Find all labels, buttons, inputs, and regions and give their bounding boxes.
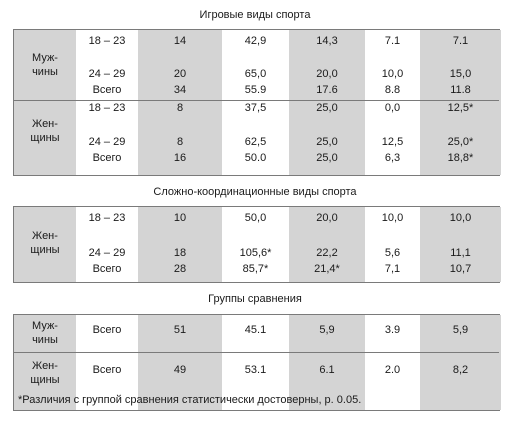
cell-value: 25,0 [316, 136, 338, 148]
cell-value: 10,0 [381, 68, 404, 80]
sex-label-line: Муж- [32, 320, 58, 332]
group-divider [14, 100, 499, 101]
sex-label-line: Жен- [32, 230, 58, 242]
cell-value: 5,9 [319, 324, 335, 336]
sex-label-line: Муж- [32, 52, 58, 64]
cell-age: Всего [92, 84, 122, 96]
table-complex [13, 206, 500, 283]
cell-value: 53.1 [244, 364, 267, 376]
group-label-women [14, 117, 76, 145]
cell-value: 17.6 [316, 84, 338, 96]
cell-value: 5,6 [384, 247, 401, 259]
sex-label-line: чины [32, 334, 58, 346]
group-label-men [14, 51, 76, 79]
cell-value: 6.1 [319, 364, 335, 376]
cell-value: 49 [173, 364, 187, 376]
cell-value: 25,0 [316, 102, 338, 114]
cell-age: Всего [92, 263, 122, 275]
cell-value: 12,5 [381, 136, 404, 148]
cell-value: 20,0 [316, 212, 338, 224]
cell-value: 20,0 [316, 68, 338, 80]
sex-label-line: чины [32, 66, 58, 78]
sex-label-line: щины [30, 374, 60, 386]
cell-value: 14 [173, 35, 187, 47]
cell-value: 14,3 [316, 35, 338, 47]
cell-value: 8 [176, 136, 184, 148]
cell-value: 50.0 [244, 152, 267, 164]
cell-value: 6,3 [384, 152, 401, 164]
cell-value: 18,8* [447, 152, 474, 164]
cell-value: 50,0 [244, 212, 267, 224]
cell-value: 11,1 [450, 247, 471, 259]
sex-label-line: щины [30, 244, 60, 256]
cell-age: 18 – 23 [88, 212, 126, 224]
cell-value: 25,0* [447, 136, 474, 148]
footnote: *Различия с группой сравнения статистически достоверны, p. 0.05. [18, 394, 362, 406]
group-label-women [14, 229, 76, 257]
section-title-complex: Сложно-координационные виды спорта [153, 186, 357, 198]
cell-age: Всего [92, 324, 122, 336]
cell-value: 22,2 [316, 247, 338, 259]
cell-value: 105,6* [239, 247, 272, 259]
cell-age: 24 – 29 [88, 136, 126, 148]
table-comparison [13, 314, 500, 411]
cell-value: 85,7* [242, 263, 269, 275]
table-games [13, 29, 500, 176]
cell-age: 18 – 23 [88, 35, 126, 47]
group-divider [14, 352, 499, 353]
cell-value: 65,0 [244, 68, 267, 80]
sex-label-line: щины [30, 132, 60, 144]
cell-value: 8.8 [384, 84, 401, 96]
cell-value: 12,5* [447, 102, 474, 114]
cell-value: 10,7 [449, 263, 472, 275]
cell-age: 24 – 29 [88, 68, 126, 80]
cell-value: 15,0 [449, 68, 472, 80]
cell-value: 37,5 [244, 102, 267, 114]
cell-value: 7,1 [384, 263, 401, 275]
section-title-comparison: Группы сравнения [208, 293, 302, 305]
cell-value: 62,5 [244, 136, 267, 148]
cell-value: 5,9 [452, 324, 469, 336]
cell-value: 16 [173, 152, 187, 164]
cell-age: Всего [92, 152, 122, 164]
cell-value: 8,2 [452, 364, 469, 376]
cell-age: Всего [92, 364, 122, 376]
cell-value: 34 [173, 84, 187, 96]
sex-label-line: Жен- [32, 118, 58, 130]
cell-value: 7.1 [452, 35, 469, 47]
cell-value: 10,0 [381, 212, 404, 224]
cell-age: 24 – 29 [88, 247, 126, 259]
group-label-women [14, 359, 76, 387]
cell-value: 42,9 [244, 35, 267, 47]
cell-value: 51 [173, 324, 187, 336]
cell-value: 21,4* [314, 263, 340, 275]
section-title-games: Игровые виды спорта [199, 9, 311, 21]
cell-value: 28 [173, 263, 187, 275]
cell-value: 11.8 [450, 84, 471, 96]
cell-value: 7.1 [384, 35, 401, 47]
group-label-men [14, 319, 76, 347]
cell-age: 18 – 23 [88, 102, 126, 114]
cell-value: 2.0 [384, 364, 401, 376]
cell-value: 20 [173, 68, 187, 80]
cell-value: 25,0 [316, 152, 338, 164]
cell-value: 55.9 [244, 84, 267, 96]
cell-value: 10 [173, 212, 187, 224]
cell-value: 3.9 [384, 324, 401, 336]
cell-value: 10,0 [449, 212, 472, 224]
cell-value: 0,0 [384, 102, 401, 114]
cell-value: 8 [176, 102, 184, 114]
sex-label-line: Жен- [32, 360, 58, 372]
cell-value: 18 [173, 247, 187, 259]
cell-value: 45.1 [244, 324, 267, 336]
